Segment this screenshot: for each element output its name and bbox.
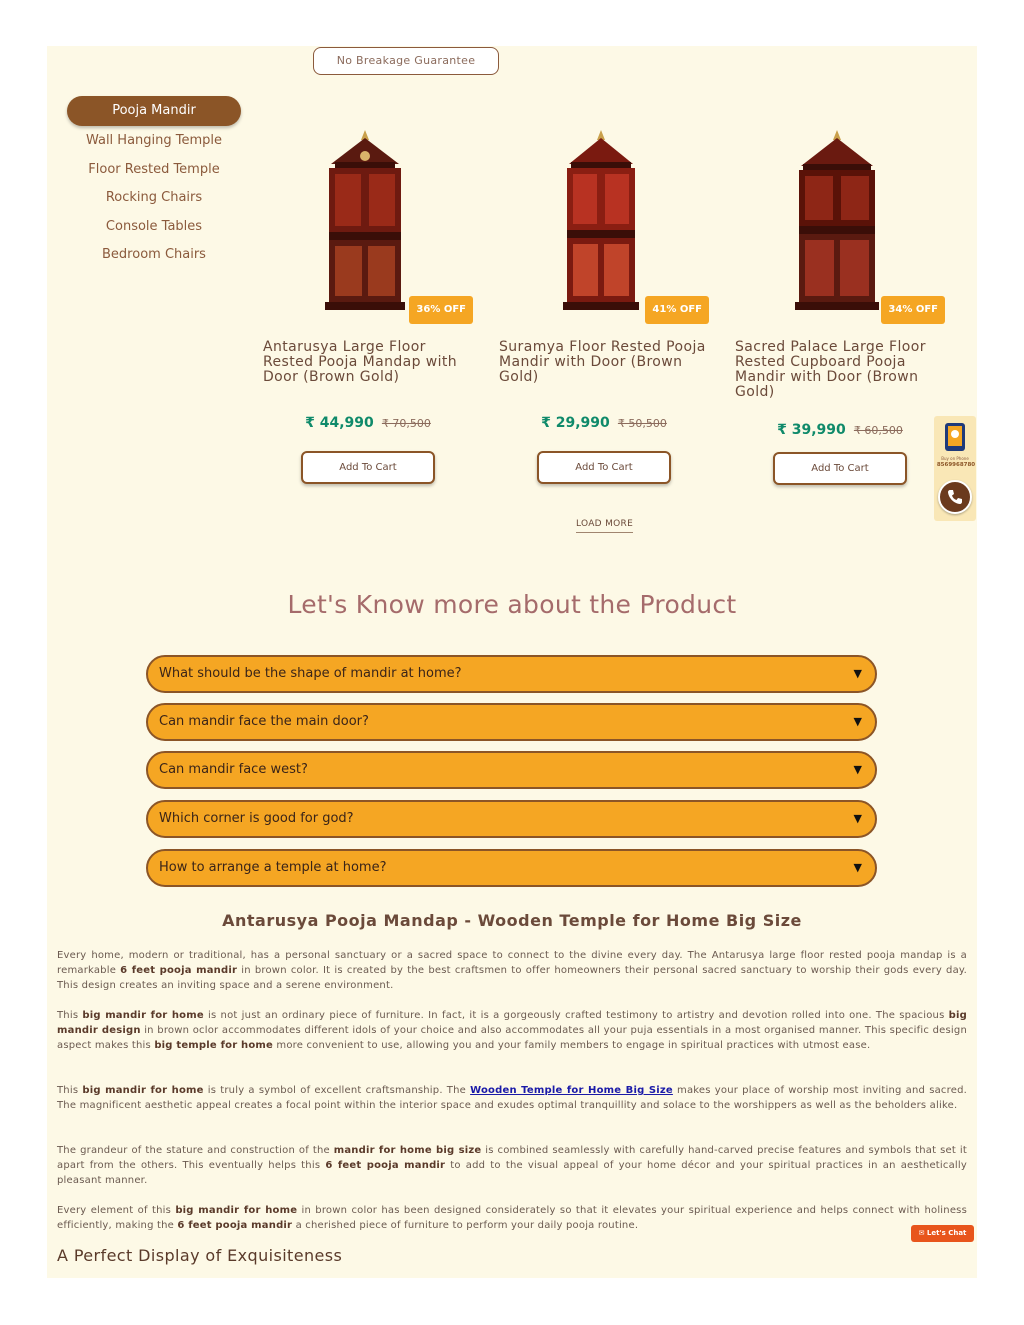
- mandir-image: [541, 128, 661, 320]
- lets-chat-button[interactable]: [911, 1225, 974, 1242]
- chat-label: Let's Chat: [926, 1229, 967, 1237]
- chevron-down-icon: ▼: [853, 861, 862, 874]
- article-paragraph: Every home, modern or traditional, has a personal sanctuary or a sacred space to connect to the divine every day. The Antarusya large floor rested pooja mandap is a remarkable 6 feet pooja mandir in brown color. It is created by the best craftsmen to offer homeowners their personal sacred sanctuary to worship their gods every day. This design creates an inviting space and a serene environment.: [57, 950, 967, 991]
- faq-question: How to arrange a temple at home?: [159, 860, 387, 875]
- product-card: [735, 128, 945, 485]
- sidebar-item-pooja-mandir[interactable]: Pooja Mandir: [67, 96, 241, 126]
- sale-price: ₹ 44,990: [305, 415, 374, 431]
- contact-float-panel: [934, 416, 976, 521]
- mandir-image: [777, 128, 897, 320]
- faq-item[interactable]: [146, 655, 877, 693]
- wooden-temple-link[interactable]: Wooden Temple for Home Big Size: [470, 1085, 673, 1096]
- product-name[interactable]: Sacred Palace Large Floor Rested Cupboard Pooja Mandir with Door (Brown Gold): [735, 339, 926, 400]
- article-subheading: A Perfect Display of Exquisiteness: [57, 1246, 343, 1265]
- discount-badge: 41% OFF: [645, 296, 709, 324]
- product-card: [263, 128, 473, 484]
- add-to-cart-button[interactable]: Add To Cart: [773, 452, 907, 485]
- discount-badge: 36% OFF: [409, 296, 473, 324]
- chevron-down-icon: ▼: [853, 763, 862, 776]
- faq-item[interactable]: [146, 849, 877, 887]
- phone-icon: [940, 482, 970, 512]
- sidebar-item-console-tables[interactable]: Console Tables: [105, 218, 203, 234]
- price-row: [263, 415, 473, 431]
- faq-question: Which corner is good for god?: [159, 811, 354, 826]
- article-paragraph: This big mandir for home is truly a symbol of excellent craftsmanship. The Wooden Temple for Home Big Size makes your place of worship most inviting and sacred. The magnificent aesthetic appeal creates a focal point within the interior space and exudes optimal tranquillity and solace to the worshippers as well as the beholders alike.: [57, 1085, 967, 1111]
- chat-icon: ✉: [918, 1229, 927, 1237]
- faq-item[interactable]: [146, 751, 877, 789]
- article-title: Antarusya Pooja Mandap - Wooden Temple for Home Big Size: [222, 911, 802, 930]
- category-sidebar: [67, 96, 241, 270]
- sidebar-item-bedroom-chairs[interactable]: Bedroom Chairs: [102, 247, 206, 262]
- original-price: ₹ 70,500: [381, 417, 431, 430]
- product-image[interactable]: [735, 128, 945, 326]
- faq-title: Let's Know more about the Product: [287, 590, 737, 619]
- original-price: ₹ 60,500: [853, 424, 903, 437]
- chevron-down-icon: ▼: [853, 812, 862, 825]
- original-price: ₹ 50,500: [617, 417, 667, 430]
- price-row: [735, 422, 945, 438]
- buy-on-phone-label: Buy on Phone: [941, 456, 969, 461]
- sidebar-item-wall-hanging-temple[interactable]: Wall Hanging Temple: [85, 133, 223, 148]
- no-breakage-badge: No Breakage Guarantee: [313, 47, 499, 75]
- product-image[interactable]: [499, 128, 709, 326]
- phone-number[interactable]: 8569968780: [936, 462, 976, 468]
- faq-item[interactable]: [146, 703, 877, 741]
- faq-question: Can mandir face the main door?: [159, 714, 369, 729]
- call-button[interactable]: [938, 480, 972, 514]
- sale-price: ₹ 39,990: [777, 422, 846, 438]
- sidebar-item-rocking-chairs[interactable]: Rocking Chairs: [105, 190, 203, 205]
- product-card: [499, 128, 709, 484]
- add-to-cart-button[interactable]: Add To Cart: [537, 451, 671, 484]
- discount-badge: 34% OFF: [881, 296, 945, 324]
- chevron-down-icon: ▼: [853, 667, 862, 680]
- product-image[interactable]: [263, 128, 473, 326]
- faq-item[interactable]: [146, 800, 877, 838]
- sidebar-item-floor-rested-temple[interactable]: Floor Rested Temple: [88, 161, 220, 177]
- faq-question: What should be the shape of mandir at home?: [159, 666, 462, 681]
- article-paragraph: The grandeur of the stature and construction of the mandir for home big size is combined seamlessly with carefully hand-carved precise features and symbols that set it apart from the others. This eventually helps this 6 feet pooja mandir to add to the visual appeal of your home décor and your spiritual practices in an aesthetically pleasant manner.: [57, 1145, 968, 1186]
- buy-on-phone-icon[interactable]: [943, 422, 967, 452]
- article-paragraph: This big mandir for home is not just an ordinary piece of furniture. In fact, it is a gorgeously crafted testimony to artistry and devotion rolled into one. The spacious big mandir design in brown oclor accommodates different idols of your choice and also accommodates all your puja essentials in a most organised manner. This specific design aspect makes this big temple for home more convenient to use, allowing you and your family members to engage in spiritual practices with utmost ease.: [57, 1010, 967, 1051]
- product-name[interactable]: Antarusya Large Floor Rested Pooja Mandap with Door (Brown Gold): [263, 339, 458, 385]
- faq-question: Can mandir face west?: [159, 762, 308, 777]
- chevron-down-icon: ▼: [853, 715, 862, 728]
- article-paragraph: Every element of this big mandir for home in brown color has been designed considerately so that it elevates your spiritual experience and helps connect with holiness efficiently, making the 6 feet pooja mandir a cherished piece of furniture to perform your daily pooja routine.: [57, 1205, 967, 1231]
- product-name[interactable]: Suramya Floor Rested Pooja Mandir with Door (Brown Gold): [499, 339, 706, 385]
- price-row: [499, 415, 709, 431]
- mandir-image: [305, 128, 425, 320]
- add-to-cart-button[interactable]: Add To Cart: [301, 451, 435, 484]
- sale-price: ₹ 29,990: [541, 415, 610, 431]
- load-more-link[interactable]: LOAD MORE: [576, 519, 633, 533]
